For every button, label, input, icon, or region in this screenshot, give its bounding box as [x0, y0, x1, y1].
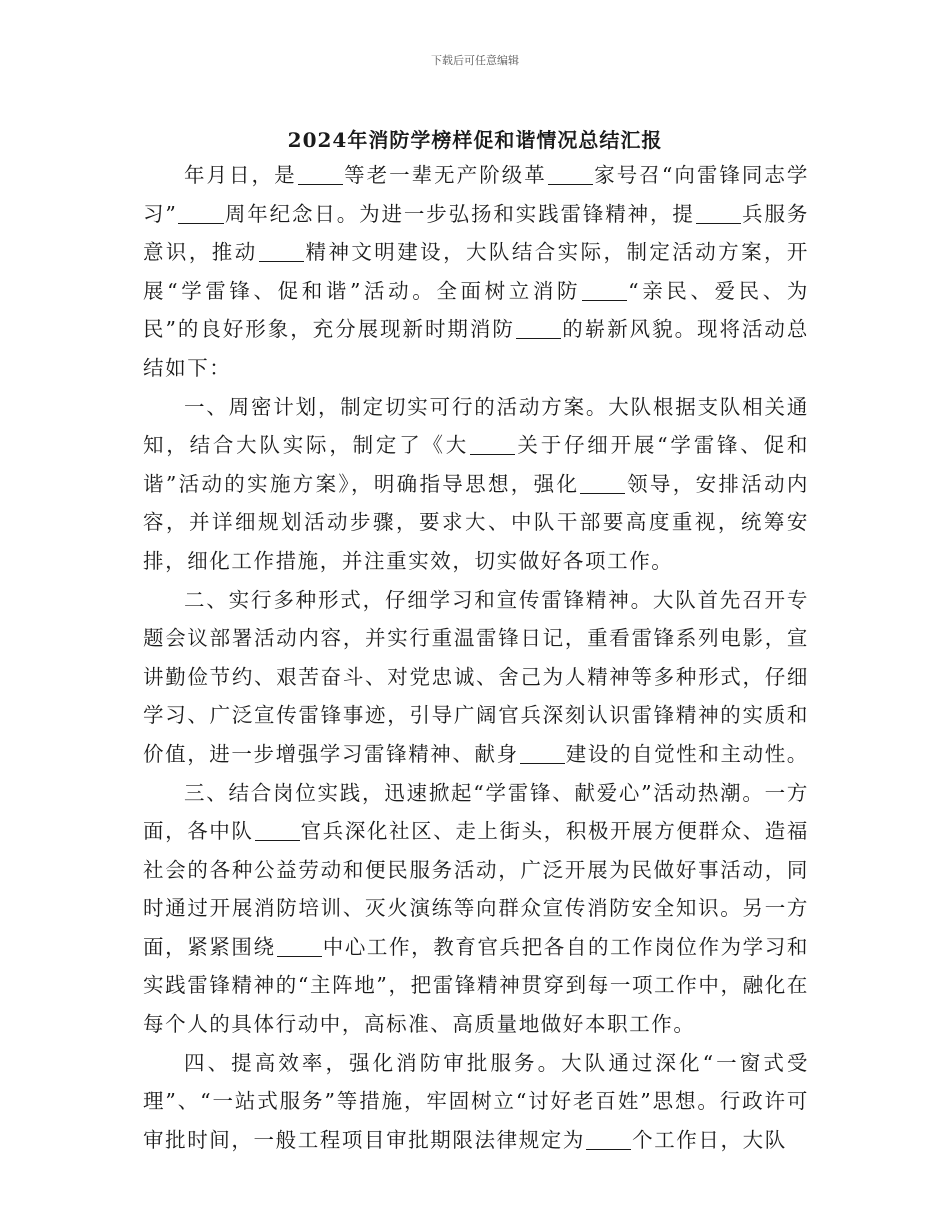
paragraph-intro	[143, 156, 809, 388]
paragraph-section-4	[143, 1044, 809, 1160]
blank-line	[259, 241, 304, 263]
text-segment: 兵服务意识，推动	[143, 201, 809, 265]
document-body	[143, 156, 809, 1159]
text-segment: 四、提高效率，强化消防审批服务。大队通过深化“一窗式受理”、“一站式服务”等措施，牢固树立“讨好老百姓”思想。行政许可审批时间，一般工程项目审批期限法律规定为	[143, 1050, 809, 1152]
blank-line	[470, 434, 515, 456]
text-segment: 个工作日，大队	[632, 1127, 787, 1152]
blank-line	[298, 164, 343, 186]
text-segment: 的崭新风貌。现将活动总结如下：	[143, 317, 809, 380]
text-segment: 家号召“向雷锋同志学习”	[143, 163, 810, 226]
blank-line	[277, 935, 322, 957]
paragraph-section-3	[143, 774, 809, 1044]
blank-line	[520, 742, 565, 764]
text-segment: 关于仔细开展“学雷锋、促和谐”活动的实施方案》，明确指导思想，强化	[143, 433, 809, 496]
header-note: 下载后可任意编辑	[431, 54, 519, 67]
text-segment: 精神文明建设，大队结合实际，制定活动方案，开展“学雷锋、促和谐”活动。全面树立消防	[143, 240, 810, 303]
text-segment: 年月日，是	[184, 163, 297, 187]
text-segment: 三、结合岗位实践，迅速掀起“学雷锋、献爱心”活动热潮。一方面，各中队	[143, 780, 809, 844]
blank-line	[548, 164, 593, 186]
blank-line	[696, 202, 741, 224]
text-segment: 官兵深化社区、走上街头，积极开展方便群众、造福社会的各种公益劳动和便民服务活动，广泛开展为民做好事活动，同时通过开展消防培训、灭火演练等向群众宣传消防安全知识。另一方面，紧紧围绕	[143, 819, 810, 959]
text-segment: 二、实行多种形式，仔细学习和宣传雷锋精神。大队首先召开专题会议部署活动内容，并实行重温雷锋日记，重看雷锋系列电影，宣讲勤俭节约、艰苦奋斗、对党忠诚、舍己为人精神等多种形式，仔细学习、广泛宣传雷锋事迹，引导广阔官兵深刻认识雷锋精神的实质和价值，进一步增强学习雷锋精神、献身	[143, 587, 809, 766]
blank-line	[255, 820, 300, 842]
text-segment: 建设的自觉性和主动性。	[565, 741, 809, 766]
paragraph-section-2	[143, 581, 809, 774]
text-segment: 中心工作，教育官兵把各自的工作岗位作为学习和实践雷锋精神的“主阵地”，把雷锋精神贯穿到每一项工作中，融化在每个人的具体行动中，高标准、高质量地做好本职工作。	[143, 934, 809, 1037]
paragraph-section-1	[143, 388, 809, 581]
blank-line	[516, 318, 561, 340]
text-segment: 周年纪念日。为进一步弘扬和实践雷锋精神，提	[224, 201, 695, 226]
text-segment: “亲民、爱民、为民”的良好形象，充分展现新时期消防	[143, 278, 810, 342]
document-title: 2024年消防学榜样促和谐情况总结汇报	[287, 128, 663, 152]
text-segment: 领导，安排活动内容，并详细规划活动步骤，要求大、中队干部要高度重视，统筹安排，细化工作措施，并注重实效，切实做好各项工作。	[143, 471, 809, 573]
blank-line	[582, 279, 627, 301]
text-segment: 一、周密计划，制定切实可行的活动方案。大队根据支队相关通知，结合大队实际，制定了《大	[143, 394, 809, 458]
blank-line	[178, 202, 223, 224]
blank-line	[586, 1128, 631, 1150]
text-segment: 等老一辈无产阶级革	[343, 163, 547, 187]
blank-line	[580, 472, 625, 494]
